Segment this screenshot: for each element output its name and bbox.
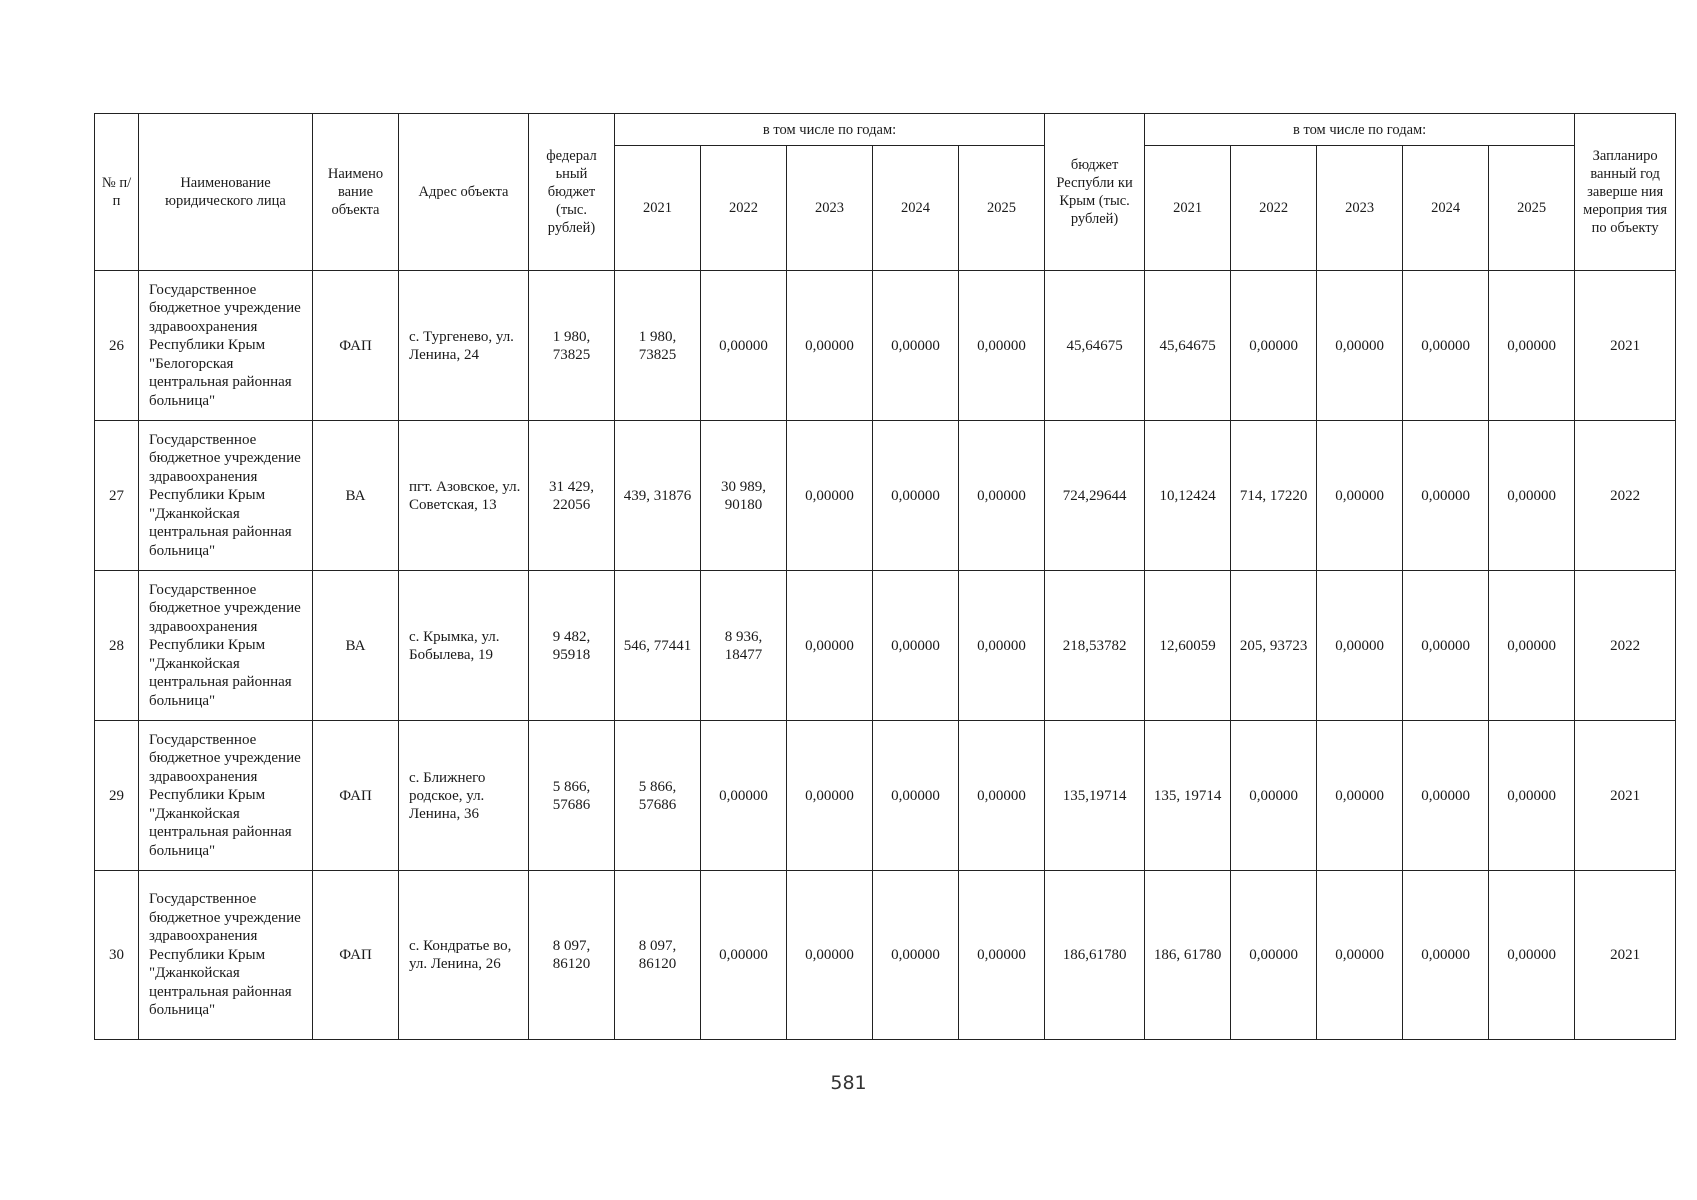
regional-year-value: 0,00000: [1317, 871, 1403, 1040]
federal-year-value: 30 989, 90180: [701, 421, 787, 571]
federal-year-value: 0,00000: [959, 571, 1045, 721]
object-type: ФАП: [313, 721, 399, 871]
header-regional-by-years: в том числе по годам:: [1145, 114, 1575, 146]
object-type: ВА: [313, 571, 399, 721]
federal-year-value: 5 866, 57686: [615, 721, 701, 871]
federal-year-value: 0,00000: [873, 271, 959, 421]
regional-year-value: 10,12424: [1145, 421, 1231, 571]
table-row: [95, 571, 1676, 721]
org-name: Государственное бюджетное учреждение здравоохранения Республики Крым "Джанкойская центральная районная больница": [139, 571, 313, 721]
federal-year-value: 0,00000: [787, 571, 873, 721]
federal-year-value: 1 980, 73825: [615, 271, 701, 421]
row-number: 26: [95, 271, 139, 421]
regional-year-value: 0,00000: [1317, 421, 1403, 571]
org-name: Государственное бюджетное учреждение здравоохранения Республики Крым "Белогорская центральная районная больница": [139, 271, 313, 421]
completion-year: 2021: [1575, 871, 1676, 1040]
header-year: 2025: [1489, 146, 1575, 271]
object-address: пгт. Азовское, ул. Советская, 13: [399, 421, 529, 571]
federal-year-value: 0,00000: [959, 271, 1045, 421]
federal-total: 1 980, 73825: [529, 271, 615, 421]
federal-year-value: 0,00000: [873, 571, 959, 721]
object-type: ВА: [313, 421, 399, 571]
regional-year-value: 205, 93723: [1231, 571, 1317, 721]
regional-year-value: 0,00000: [1489, 271, 1575, 421]
table-row: [95, 421, 1676, 571]
row-number: 28: [95, 571, 139, 721]
header-federal-budget: федерал ьный бюджет (тыс. рублей): [529, 114, 615, 271]
header-org: Наименование юридического лица: [139, 114, 313, 271]
regional-year-value: 0,00000: [1317, 571, 1403, 721]
object-type: ФАП: [313, 871, 399, 1040]
org-name: Государственное бюджетное учреждение здравоохранения Республики Крым "Джанкойская центральная районная больница": [139, 721, 313, 871]
federal-year-value: 546, 77441: [615, 571, 701, 721]
document-sheet: [94, 113, 1671, 1040]
regional-year-value: 714, 17220: [1231, 421, 1317, 571]
regional-year-value: 186, 61780: [1145, 871, 1231, 1040]
regional-year-value: 0,00000: [1317, 721, 1403, 871]
funding-table: [94, 113, 1676, 1040]
federal-total: 31 429, 22056: [529, 421, 615, 571]
federal-year-value: 439, 31876: [615, 421, 701, 571]
federal-year-value: 0,00000: [787, 721, 873, 871]
regional-year-value: 0,00000: [1231, 271, 1317, 421]
row-number: 27: [95, 421, 139, 571]
org-name: Государственное бюджетное учреждение здравоохранения Республики Крым "Джанкойская центральная районная больница": [139, 871, 313, 1040]
header-completion-year: Запланиро ванный год заверше ния мероприя тия по объекту: [1575, 114, 1676, 271]
row-number: 30: [95, 871, 139, 1040]
regional-year-value: 12,60059: [1145, 571, 1231, 721]
regional-year-value: 0,00000: [1489, 721, 1575, 871]
federal-year-value: 0,00000: [959, 421, 1045, 571]
header-year: 2022: [701, 146, 787, 271]
completion-year: 2021: [1575, 271, 1676, 421]
regional-year-value: 0,00000: [1489, 421, 1575, 571]
regional-year-value: 0,00000: [1489, 871, 1575, 1040]
regional-total: 724,29644: [1045, 421, 1145, 571]
object-address: с. Тургенево, ул. Ленина, 24: [399, 271, 529, 421]
table-row: [95, 721, 1676, 871]
header-federal-by-years: в том числе по годам:: [615, 114, 1045, 146]
federal-year-value: 0,00000: [873, 721, 959, 871]
header-year: 2021: [615, 146, 701, 271]
header-year: 2022: [1231, 146, 1317, 271]
regional-year-value: 0,00000: [1403, 271, 1489, 421]
object-address: с. Крымка, ул. Бобылева, 19: [399, 571, 529, 721]
federal-total: 8 097, 86120: [529, 871, 615, 1040]
header-year: 2023: [1317, 146, 1403, 271]
completion-year: 2022: [1575, 571, 1676, 721]
completion-year: 2022: [1575, 421, 1676, 571]
object-address: с. Ближнего родское, ул. Ленина, 36: [399, 721, 529, 871]
regional-total: 186,61780: [1045, 871, 1145, 1040]
header-year: 2024: [873, 146, 959, 271]
header-year: 2025: [959, 146, 1045, 271]
header-regional-budget: бюджет Республи ки Крым (тыс. рублей): [1045, 114, 1145, 271]
federal-year-value: 0,00000: [701, 271, 787, 421]
header-year: 2023: [787, 146, 873, 271]
regional-total: 45,64675: [1045, 271, 1145, 421]
header-year: 2021: [1145, 146, 1231, 271]
federal-year-value: 0,00000: [959, 871, 1045, 1040]
regional-total: 218,53782: [1045, 571, 1145, 721]
regional-year-value: 0,00000: [1317, 271, 1403, 421]
regional-year-value: 0,00000: [1403, 571, 1489, 721]
federal-year-value: 0,00000: [701, 721, 787, 871]
org-name: Государственное бюджетное учреждение здравоохранения Республики Крым "Джанкойская центральная районная больница": [139, 421, 313, 571]
regional-year-value: 135, 19714: [1145, 721, 1231, 871]
federal-year-value: 8 097, 86120: [615, 871, 701, 1040]
row-number: 29: [95, 721, 139, 871]
federal-year-value: 0,00000: [873, 871, 959, 1040]
federal-year-value: 0,00000: [787, 271, 873, 421]
federal-year-value: 0,00000: [701, 871, 787, 1040]
header-object: Наимено вание объекта: [313, 114, 399, 271]
regional-year-value: 0,00000: [1403, 871, 1489, 1040]
regional-year-value: 0,00000: [1403, 721, 1489, 871]
table-row: [95, 871, 1676, 1040]
federal-year-value: 8 936, 18477: [701, 571, 787, 721]
header-num: № п/п: [95, 114, 139, 271]
header-address: Адрес объекта: [399, 114, 529, 271]
header-year: 2024: [1403, 146, 1489, 271]
object-address: с. Кондратье во, ул. Ленина, 26: [399, 871, 529, 1040]
federal-total: 5 866, 57686: [529, 721, 615, 871]
regional-year-value: 0,00000: [1489, 571, 1575, 721]
table-row: [95, 271, 1676, 421]
federal-year-value: 0,00000: [787, 421, 873, 571]
regional-year-value: 0,00000: [1231, 721, 1317, 871]
regional-year-value: 45,64675: [1145, 271, 1231, 421]
completion-year: 2021: [1575, 721, 1676, 871]
federal-total: 9 482, 95918: [529, 571, 615, 721]
regional-total: 135,19714: [1045, 721, 1145, 871]
regional-year-value: 0,00000: [1403, 421, 1489, 571]
federal-year-value: 0,00000: [959, 721, 1045, 871]
federal-year-value: 0,00000: [787, 871, 873, 1040]
page-number: 581: [830, 1072, 867, 1094]
object-type: ФАП: [313, 271, 399, 421]
regional-year-value: 0,00000: [1231, 871, 1317, 1040]
federal-year-value: 0,00000: [873, 421, 959, 571]
